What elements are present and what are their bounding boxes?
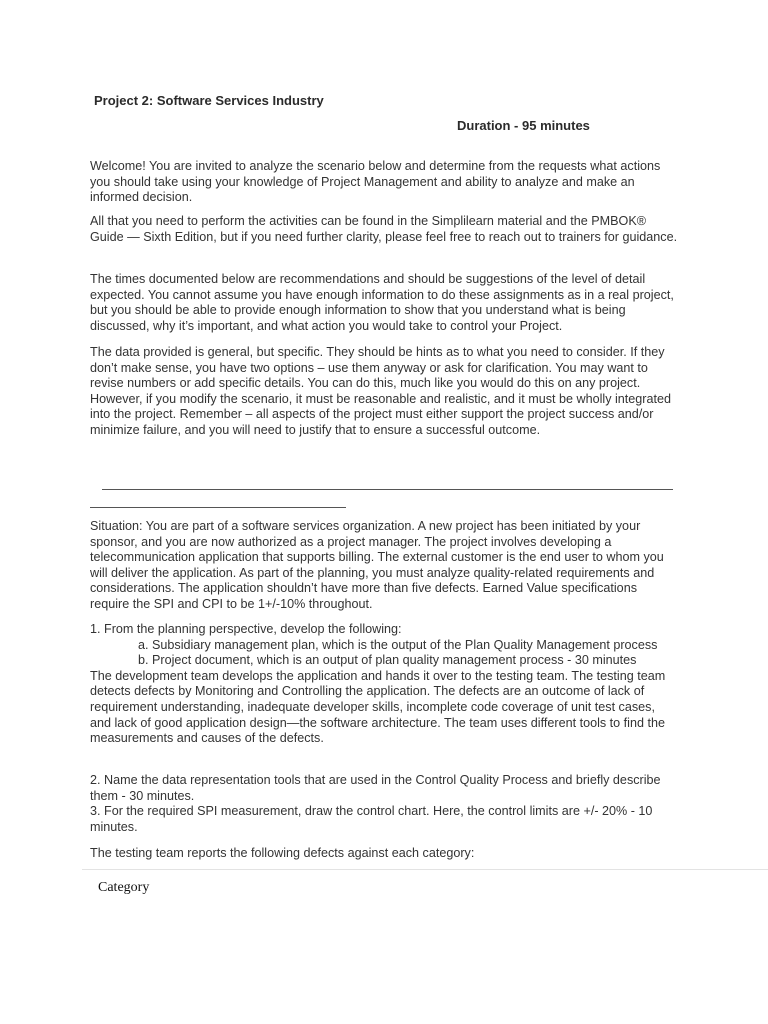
task-item-1b: b. Project document, which is an output of plan quality management process - 30 minutes — [138, 653, 637, 668]
testing-report-text: The testing team reports the following defects against each category: — [90, 846, 475, 860]
situation-text: Situation: You are part of a software services organization. A new project has been initiated by your sponsor, and you are now authorized as a project manager. The project involves developing a telecommunication application that supports billing. The external customer is the end user to whom you will deliver the application. As part of the planning, you must analyze quality-related requirements and considerations. The application shouldn’t have more than five defects. Earned Value specifications require the SPI and CPI to be 1+/-10% throughout. — [90, 519, 664, 611]
task-item-1a-text: a. Subsidiary management plan, which is the output of the Plan Quality Management process — [138, 637, 658, 652]
task-item-2: 2. Name the data representation tools that are used in the Control Quality Process and briefly describe them - 30 minutes. — [90, 773, 661, 803]
table-header-category: Category — [98, 880, 150, 895]
development-team-text: The development team develops the application and hands it over to the testing team. The testing team detects defects by Monitoring and Controlling the application. The defects are an outcome of lack of requirement understanding, inadequate developer skills, incomplete code coverage of unit test cases, and lack of good application design—the software architecture. The team uses different tools to find the measurements and causes of the defects. — [90, 668, 666, 746]
welcome-paragraph — [90, 159, 678, 206]
task-item-1: 1. From the planning perspective, develop the following: — [90, 622, 402, 636]
welcome-text: Welcome! You are invited to analyze the scenario below and determine from the requests what actions you should take using your knowledge of Project Management and ability to analyze and make an informed decision. — [90, 159, 661, 205]
table-border — [82, 869, 768, 870]
separator-line — [102, 489, 673, 490]
data-text: The data provided is general, but specific. They should be hints as to what you need to consider. If they don’t make sense, you have two options – use them anyway or ask for clarification. You may want to revise numbers or add specific details. You can do this, much like you would do this on any project. However, if you modify the scenario, it must be reasonable and realistic, and it must be wholly integrated into the project. Remember – all aspects of the project must either support the project success and/or minimize failure, and you will need to justify that to ensure a successful outcome. — [90, 345, 672, 437]
document-title: Project 2: Software Services Industry — [94, 93, 324, 108]
task-list-continued — [90, 773, 678, 835]
times-paragraph — [90, 272, 678, 334]
task-item-1a — [90, 638, 678, 654]
duration-label: Duration - 95 minutes — [457, 118, 590, 133]
data-paragraph — [90, 345, 678, 439]
situation-paragraph — [90, 519, 678, 613]
separator-line-short — [90, 507, 346, 508]
task-list — [90, 622, 678, 747]
task-item-3: 3. For the required SPI measurement, draw the control chart. Here, the control limits are +/- 20% - 10 minutes. — [90, 804, 653, 834]
resources-paragraph — [90, 214, 678, 245]
testing-report-paragraph — [90, 846, 678, 862]
resources-text: All that you need to perform the activities can be found in the Simplilearn material and the PMBOK® Guide — Sixth Edition, but if you need further clarity, please feel free to reach out to trainers for guidance. — [90, 214, 678, 244]
times-text: The times documented below are recommendations and should be suggestions of the level of detail expected. You cannot assume you have enough information to do these assignments as in a real project, but you should be able to provide enough information to show that you understand what is being discussed, why it’s important, and what action you would take to control your Project. — [90, 272, 674, 333]
